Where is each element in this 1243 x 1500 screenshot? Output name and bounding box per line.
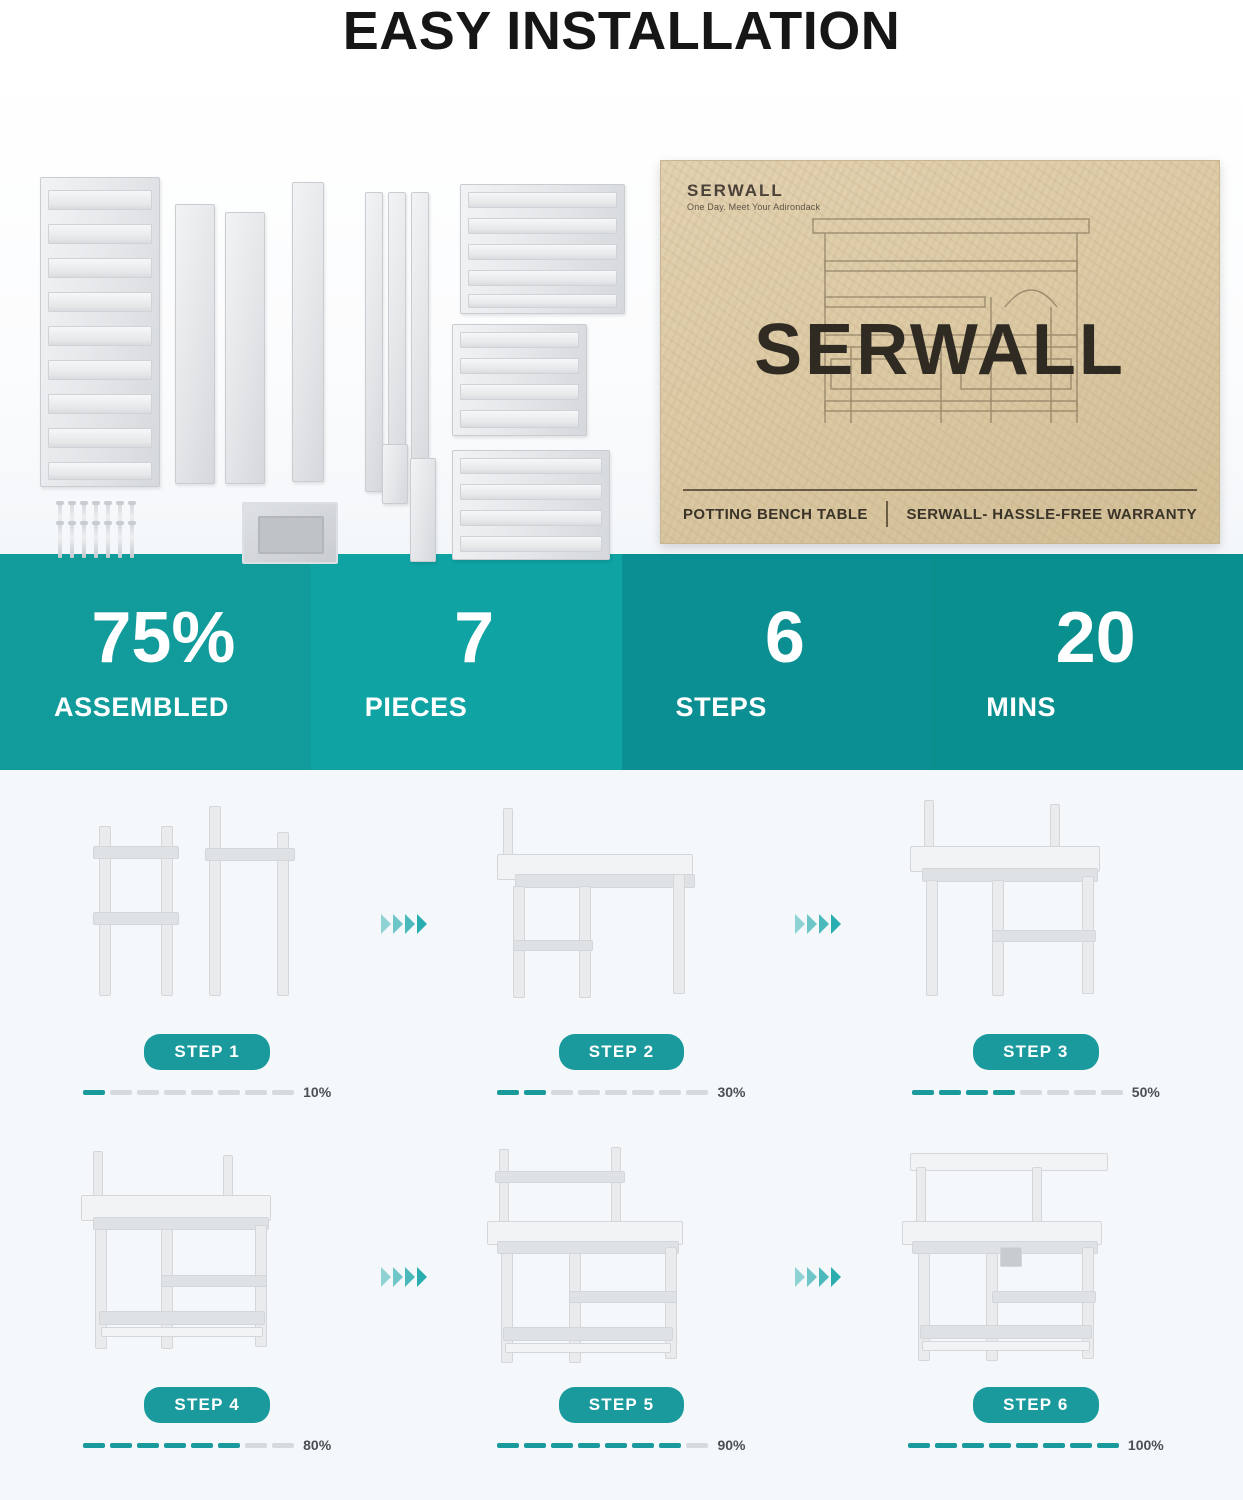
step-1-illustration xyxy=(37,790,377,1030)
part-screw xyxy=(94,524,98,558)
step-3-badge: STEP 3 xyxy=(973,1034,1098,1070)
step-2 xyxy=(414,784,828,1137)
part-slat xyxy=(48,224,152,244)
carton-brand: SERWALL xyxy=(687,181,784,200)
stat-mins xyxy=(932,554,1243,770)
part-spacer xyxy=(382,444,408,504)
stat-label: STEPS xyxy=(675,691,768,722)
carton-footer xyxy=(683,501,1197,527)
stats-strip xyxy=(0,554,1243,770)
step-2-progress xyxy=(497,1084,745,1100)
stat-label: ASSEMBLED xyxy=(54,691,229,722)
step-3-illustration xyxy=(866,790,1206,1030)
part-sink-inner xyxy=(258,516,324,554)
stat-number: 20 xyxy=(1055,597,1136,678)
part-screw xyxy=(118,524,122,558)
stat-number: 7 xyxy=(454,597,495,678)
part-post xyxy=(292,182,324,482)
stat-label: MINS xyxy=(986,691,1057,722)
part-slat xyxy=(468,192,617,208)
part-post xyxy=(411,192,429,492)
part-slat xyxy=(460,484,602,500)
part-slat xyxy=(48,326,152,346)
part-screw xyxy=(58,524,62,558)
step-4 xyxy=(0,1137,414,1490)
step-2-illustration xyxy=(451,790,791,1030)
step-4-badge: STEP 4 xyxy=(144,1387,269,1423)
step-6-percent: 100% xyxy=(1127,1437,1164,1453)
part-slat xyxy=(468,218,617,234)
page-header xyxy=(0,0,1243,62)
part-slat xyxy=(460,358,579,374)
step-3-percent: 50% xyxy=(1131,1084,1160,1100)
carton-tagline: One Day. Meet Your Adirondack xyxy=(687,202,821,212)
step-arrow-1 xyxy=(381,914,427,934)
step-arrow-3 xyxy=(381,1267,427,1287)
part-side-leg xyxy=(175,204,215,484)
part-slat xyxy=(460,332,579,348)
parts-layout-image xyxy=(20,72,660,542)
page-title: EASY INSTALLATION xyxy=(342,1,901,61)
part-side-leg xyxy=(225,212,265,484)
assembly-steps-section xyxy=(0,770,1243,1500)
part-slat xyxy=(460,536,602,552)
stat-number: 6 xyxy=(764,597,805,678)
step-2-badge: STEP 2 xyxy=(559,1034,684,1070)
step-2-percent: 30% xyxy=(717,1084,746,1100)
carton-wordmark: SERWALL xyxy=(754,310,1126,390)
part-slat xyxy=(48,428,152,448)
part-slat xyxy=(48,190,152,210)
progress-ticks xyxy=(912,1090,1123,1095)
step-5 xyxy=(414,1137,828,1490)
steps-row-2 xyxy=(0,1137,1243,1490)
step-1-percent: 10% xyxy=(303,1084,332,1100)
hero-section xyxy=(0,62,1243,554)
step-arrow-2 xyxy=(795,914,841,934)
step-4-progress xyxy=(83,1437,331,1453)
step-5-progress xyxy=(497,1437,745,1453)
progress-ticks xyxy=(908,1443,1119,1448)
stat-assembled xyxy=(0,554,311,770)
part-slat xyxy=(460,410,579,428)
part-slat xyxy=(468,270,617,286)
progress-ticks xyxy=(497,1090,708,1095)
stat-steps xyxy=(622,554,933,770)
part-slat xyxy=(48,462,152,480)
part-post xyxy=(365,192,383,492)
part-spacer xyxy=(410,458,436,562)
step-5-percent: 90% xyxy=(717,1437,746,1453)
carton-footer-divider xyxy=(886,501,888,527)
part-screw xyxy=(82,524,86,558)
step-4-illustration xyxy=(37,1143,377,1383)
part-slat xyxy=(48,292,152,312)
progress-ticks xyxy=(497,1443,708,1448)
product-carton-image xyxy=(660,160,1220,544)
step-1-progress xyxy=(83,1084,331,1100)
carton-divider xyxy=(683,489,1197,491)
step-5-badge: STEP 5 xyxy=(559,1387,684,1423)
step-3 xyxy=(829,784,1243,1137)
step-6-illustration xyxy=(866,1143,1206,1383)
part-slat xyxy=(468,294,617,308)
stat-label: PIECES xyxy=(364,691,468,722)
part-slat xyxy=(48,258,152,278)
step-arrow-4 xyxy=(795,1267,841,1287)
stat-pieces xyxy=(311,554,622,770)
step-1-badge: STEP 1 xyxy=(144,1034,269,1070)
progress-ticks xyxy=(83,1443,294,1448)
part-slat xyxy=(460,458,602,474)
part-screw xyxy=(106,524,110,558)
carton-warranty-text: SERWALL- HASSLE-FREE WARRANTY xyxy=(906,505,1197,523)
step-6-progress xyxy=(908,1437,1164,1453)
progress-ticks xyxy=(83,1090,294,1095)
carton-product-name: POTTING BENCH TABLE xyxy=(683,505,868,523)
part-slat xyxy=(468,244,617,260)
step-6 xyxy=(829,1137,1243,1490)
part-slat xyxy=(460,510,602,526)
part-screw xyxy=(70,524,74,558)
part-slat xyxy=(48,360,152,380)
part-slat xyxy=(460,384,579,400)
step-1 xyxy=(0,784,414,1137)
part-slat xyxy=(48,394,152,414)
part-screw xyxy=(130,524,134,558)
steps-row-1 xyxy=(0,784,1243,1137)
step-6-badge: STEP 6 xyxy=(973,1387,1098,1423)
step-3-progress xyxy=(912,1084,1160,1100)
step-5-illustration xyxy=(451,1143,791,1383)
stat-number: 75% xyxy=(91,597,236,678)
step-4-percent: 80% xyxy=(303,1437,332,1453)
